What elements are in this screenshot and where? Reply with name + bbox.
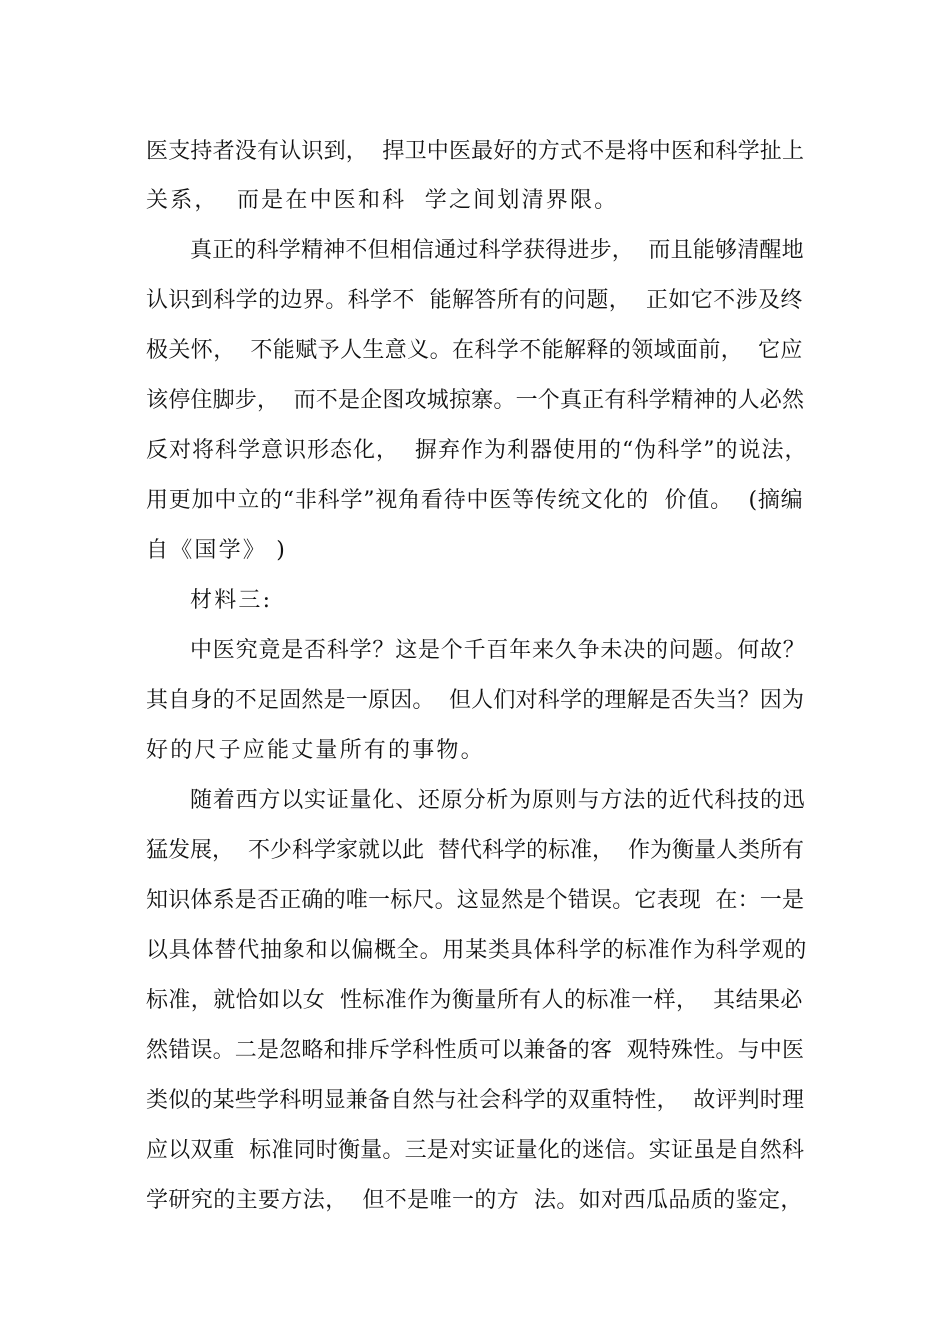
text-line: 该停住脚步， 而不是企图攻城掠寨。一个真正有科学精神的人必然 <box>146 388 805 413</box>
text-line: 反对将科学意识形态化， 摒弃作为利器使用的“伪科学”的说法， <box>146 438 808 463</box>
text-line: 然错误。二是忽略和排斥学科性质可以兼备的客 观特殊性。与中医 <box>146 1038 805 1063</box>
text-line: 好的尺子应能丈量所有的事物。 <box>146 738 485 763</box>
paragraph-start-line: 中医究竟是否科学？这是个千百年来久争未决的问题。何故？ <box>190 638 806 663</box>
text-line: 用更加中立的“非科学”视角看待中医等传统文化的 价值。 (摘编 <box>146 488 804 513</box>
text-line: 其自身的不足固然是一原因。 但人们对科学的理解是否失当？因为 <box>146 688 805 713</box>
text-line: 医支持者没有认识到， 捍卫中医最好的方式不是将中医和科学扯上 <box>146 139 805 164</box>
paragraph-start-line: 随着西方以实证量化、还原分析为原则与方法的近代科技的迅 <box>190 788 806 813</box>
section-label: 材料三: <box>190 588 273 613</box>
text-line: 关系， 而是在中医和科 学之间划清界限。 <box>146 188 619 213</box>
text-line: 应以双重 标准同时衡量。三是对实证量化的迷信。实证虽是自然科 <box>146 1138 805 1163</box>
text-line: 猛发展， 不少科学家就以此 替代科学的标准， 作为衡量人类所有 <box>146 838 804 863</box>
text-line: 知识体系是否正确的唯一标尺。这显然是个错误。它表现 在：一是 <box>146 888 805 913</box>
paragraph-start-line: 真正的科学精神不但相信通过科学获得进步， 而且能够清醒地 <box>190 238 804 263</box>
text-line: 学研究的主要方法， 但不是唯一的方 法。如对西瓜品质的鉴定， <box>146 1188 803 1213</box>
text-line: 类似的某些学科明显兼备自然与社会科学的双重特性， 故评判时理 <box>146 1088 805 1113</box>
text-line: 标准，就恰如以女 性标准作为衡量所有人的标准一样， 其结果必 <box>146 988 803 1013</box>
text-line: 以具体替代抽象和以偏概全。用某类具体科学的标准作为科学观的 <box>146 938 808 963</box>
text-line: 自《国学》 ) <box>146 538 287 563</box>
text-line: 极关怀， 不能赋予人生意义。在科学不能解释的领域面前， 它应 <box>146 338 803 363</box>
text-line: 认识到科学的边界。科学不 能解答所有的问题， 正如它不涉及终 <box>146 288 803 313</box>
